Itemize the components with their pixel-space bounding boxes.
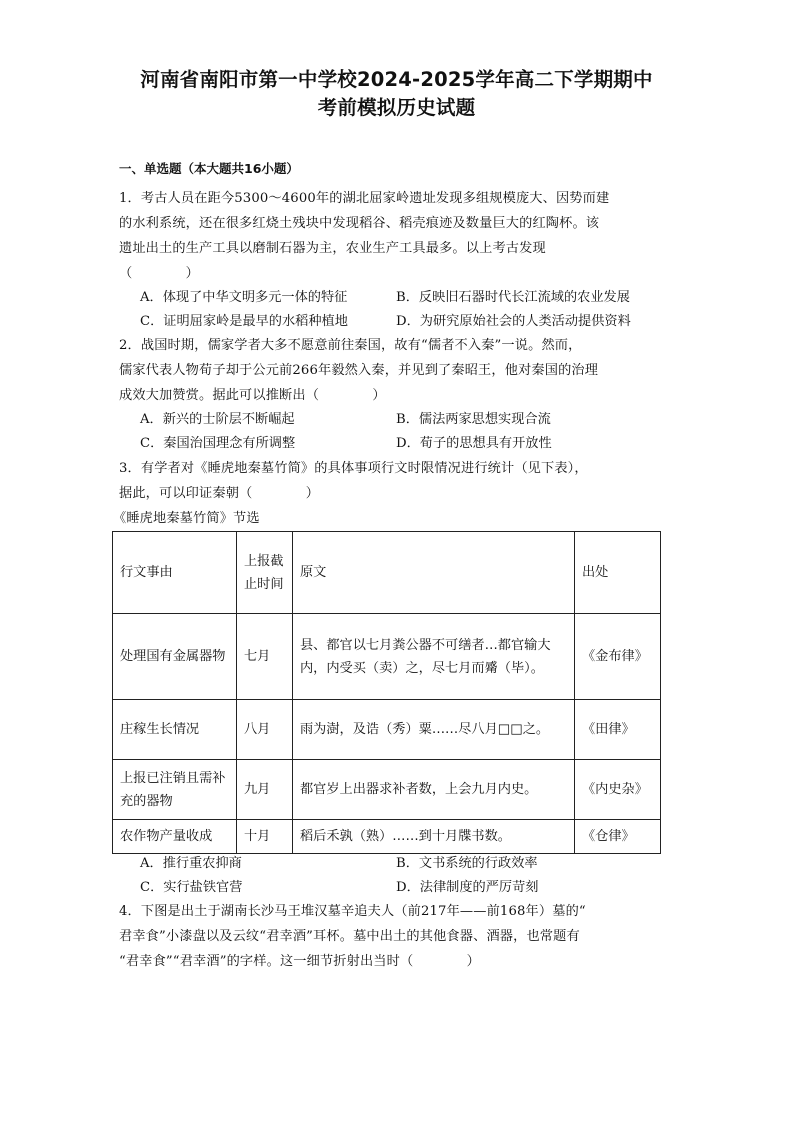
question-3-line: 据此，可以印证秦朝（ ） <box>119 486 320 501</box>
table-header-cell: 行文事由 <box>113 532 237 614</box>
question-4-line: “君幸食”“君幸酒”的字样。这一细节折射出当时（ ） <box>119 954 481 969</box>
table-caption: 《睡虎地秦墓竹简》节选 <box>113 511 260 526</box>
question-3-option-a[interactable]: A．推行重农抑商 <box>140 856 242 871</box>
table-cell: 都官岁上出器求补者数，上会九月内史。 <box>293 760 575 820</box>
table-cell: 农作物产量收成 <box>113 820 237 854</box>
table-cell: 十月 <box>237 820 293 854</box>
question-2-stem <box>119 333 679 408</box>
question-1-option-c[interactable]: C．证明屈家岭是最早的水稻种植地 <box>140 314 348 329</box>
question-3-option-b[interactable]: B．文书系统的行政效率 <box>396 856 538 871</box>
question-2-option-a[interactable]: A．新兴的士阶层不断崛起 <box>140 412 295 427</box>
question-4-stem <box>119 899 679 974</box>
table-header-cell: 上报截止时间 <box>237 532 293 614</box>
question-1-line: 遗址出土的生产工具以磨制石器为主，农业生产工具最多。以上考古发现 <box>119 241 546 256</box>
table-cell: 雨为澍，及诰（秀）粟……尽八月□□之。 <box>293 700 575 760</box>
table-cell: 八月 <box>237 700 293 760</box>
question-1-line: 1．考古人员在距今5300～4600年的湖北屈家岭遗址发现多组规模庞大、因势而建 <box>119 191 610 206</box>
bamboo-slips-table <box>112 531 661 854</box>
table-cell: 《仓律》 <box>575 820 661 854</box>
table-header-row <box>113 532 661 614</box>
exam-title-line-2: 考前模拟历史试题 <box>317 96 476 119</box>
table-cell: 庄稼生长情况 <box>113 700 237 760</box>
question-3-option-d[interactable]: D．法律制度的严厉苛刻 <box>396 880 539 895</box>
question-1-option-b[interactable]: B．反映旧石器时代长江流域的农业发展 <box>396 290 630 305</box>
question-2-option-d[interactable]: D．荀子的思想具有开放性 <box>396 436 552 451</box>
question-4-line: 4．下图是出土于湖南长沙马王堆汉墓辛追夫人（前217年——前168年）墓的“ <box>119 904 586 919</box>
question-3-option-c[interactable]: C．实行盐铁官营 <box>140 880 243 895</box>
table-cell: 《金布律》 <box>575 614 661 700</box>
section-heading: 一、单选题（本大题共16小题） <box>119 161 299 176</box>
question-3-stem <box>119 456 679 506</box>
table-cell: 九月 <box>237 760 293 820</box>
question-1-option-a[interactable]: A．体现了中华文明多元一体的特征 <box>140 290 348 305</box>
question-2-line: 儒家代表人物荀子却于公元前266年毅然入秦，并见到了秦昭王，他对秦国的治理 <box>119 363 599 378</box>
question-1-stem <box>119 186 679 286</box>
table-cell: 上报已注销且需补充的器物 <box>113 760 237 820</box>
table-cell: 《内史杂》 <box>575 760 661 820</box>
table-header-cell: 原文 <box>293 532 575 614</box>
question-1-line: （ ） <box>119 266 200 281</box>
question-2-option-c[interactable]: C．秦国治国理念有所调整 <box>140 436 296 451</box>
table-cell: 县、都官以七月粪公器不可缮者…都官输大内，内受买（卖）之，尽七月而觱（毕）。 <box>293 614 575 700</box>
question-2-line: 2．战国时期，儒家学者大多不愿意前往秦国，故有“儒者不入秦”一说。然而， <box>119 338 582 353</box>
exam-title-line-1: 河南省南阳市第一中学校2024-2025学年高二下学期期中 <box>140 68 653 91</box>
table-cell: 处理国有金属器物 <box>113 614 237 700</box>
table-row <box>113 700 661 760</box>
table-header-cell: 出处 <box>575 532 661 614</box>
question-2-line: 成效大加赞赏。据此可以推断出（ ） <box>119 388 386 403</box>
question-1-option-d[interactable]: D．为研究原始社会的人类活动提供资料 <box>396 314 631 329</box>
table-row <box>113 614 661 700</box>
table-cell: 七月 <box>237 614 293 700</box>
question-4-line: 君幸食”小漆盘以及云纹“君幸酒”耳杯。墓中出土的其他食器、酒器，也常题有 <box>119 929 580 944</box>
table-row <box>113 760 661 820</box>
table-row <box>113 820 661 854</box>
exam-title <box>100 66 693 122</box>
question-2-option-b[interactable]: B．儒法两家思想实现合流 <box>396 412 551 427</box>
question-1-line: 的水利系统，还在很多红烧土残块中发现稻谷、稻壳痕迹及数量巨大的红陶杯。该 <box>119 216 600 231</box>
question-3-line: 3．有学者对《睡虎地秦墓竹简》的具体事项行文时限情况进行统计（见下表）， <box>119 461 588 476</box>
table-cell: 稻后禾孰（熟）……到十月牒书数。 <box>293 820 575 854</box>
table-cell: 《田律》 <box>575 700 661 760</box>
